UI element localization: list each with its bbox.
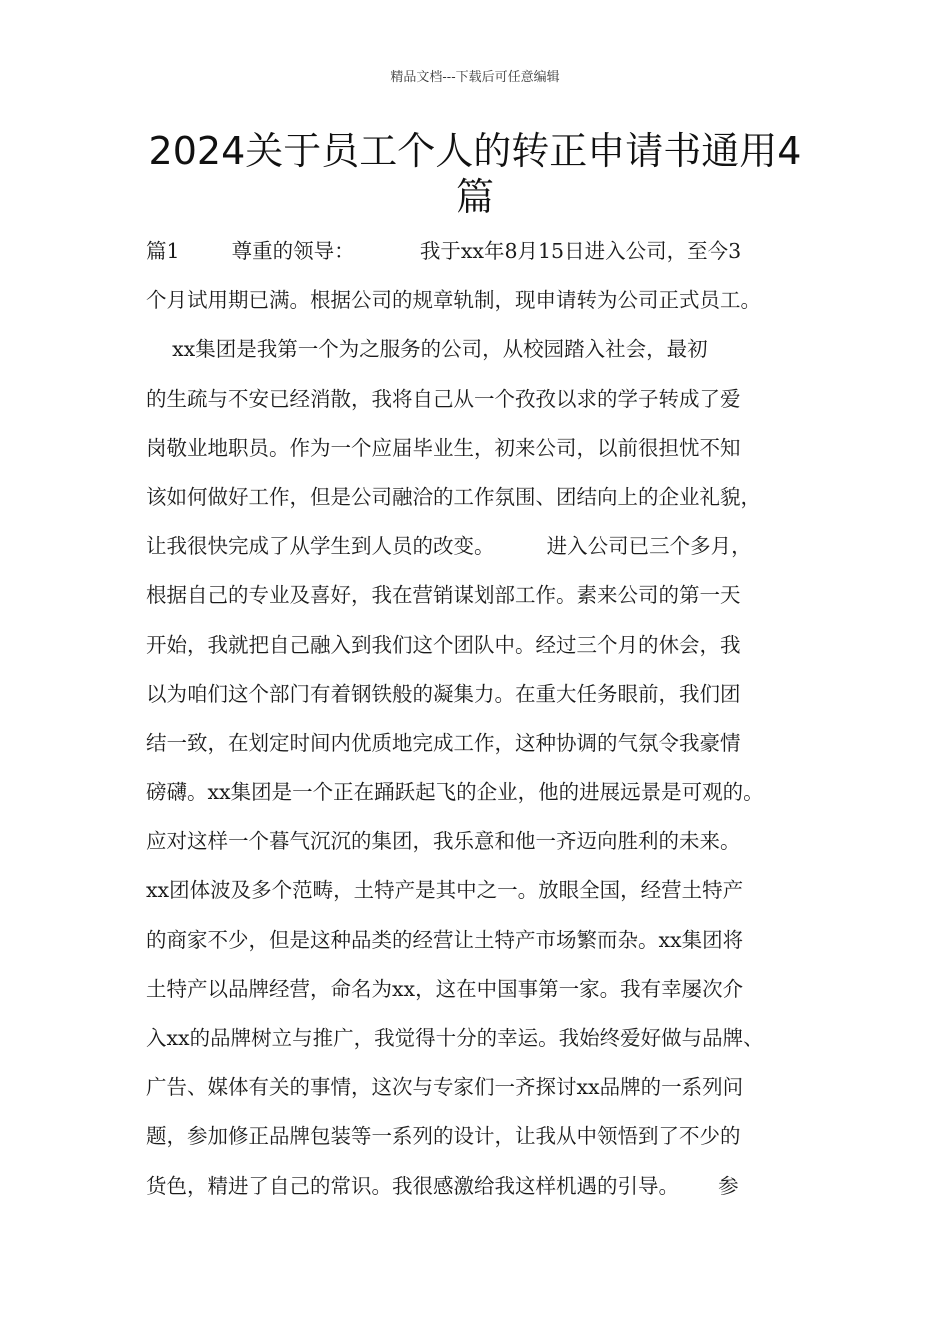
text-line: 的商家不少，但是这种品类的经营让土特产市场繁而杂。xx集团将 [146, 927, 744, 952]
text-line: 土特产以品牌经营，命名为xx，这在中国事第一家。我有幸屡次介 [146, 976, 744, 1001]
text-line: 应对这样一个暮气沉沉的集团，我乐意和他一齐迈向胜利的未来。 [146, 829, 741, 854]
text-line: 磅礴。xx集团是一个正在踊跃起飞的企业，他的进展远景是可观的。 [146, 780, 764, 805]
text-line: 入xx的品牌树立与推广，我觉得十分的幸运。我始终爱好做与品牌、 [146, 1026, 764, 1050]
text-line: 开始，我就把自己融入到我们这个团队中。经过三个月的休会，我 [146, 632, 741, 657]
text-line: 的生疏与不安已经消散，我将自己从一个孜孜以求的学子转成了爱 [146, 386, 741, 411]
text-line: xx集团是我第一个为之服务的公司，从校园踏入社会，最初 [146, 337, 708, 362]
text-line: 根据自己的专业及喜好，我在营销谋划部工作。素来公司的第一天 [146, 583, 741, 608]
text-line: 篇1 尊重的领导： 我于xx年8月15日进入公司，至今3 [146, 239, 742, 263]
text-line: 岗敬业地职员。作为一个应届毕业生，初来公司，以前很担忧不知 [146, 435, 741, 460]
text-line: 该如何做好工作，但是公司融洽的工作氛围、团结向上的企业礼貌， [146, 484, 761, 509]
text-line: 广告、媒体有关的事情，这次与专家们一齐探讨xx品牌的一系列问 [146, 1075, 744, 1100]
document-title: 2024关于员工个人的转正申请书通用4篇 [148, 129, 802, 219]
body-text [146, 233, 816, 1217]
text-line: 货色，精进了自己的常识。我很感激给我这样机遇的引导。 参 [146, 1173, 739, 1198]
text-line: 个月试用期已满。根据公司的规章轨制，现申请转为公司正式员工。 [146, 288, 761, 313]
text-line: 让我很快完成了从学生到人员的改变。 进入公司已三个多月， [146, 534, 752, 559]
text-line: 结一致，在划定时间内优质地完成工作，这种协调的气氛令我豪情 [146, 730, 741, 755]
text-line: 以为咱们这个部门有着钢铁般的凝集力。在重大任务眼前，我们团 [146, 681, 741, 706]
header-note: 精品文档---下载后可任意编辑 [390, 70, 560, 85]
text-line: 题，参加修正品牌包装等一系列的设计，让我从中领悟到了不少的 [146, 1124, 741, 1149]
text-line: xx团体波及多个范畴，土特产是其中之一。放眼全国，经营土特产 [146, 878, 744, 903]
